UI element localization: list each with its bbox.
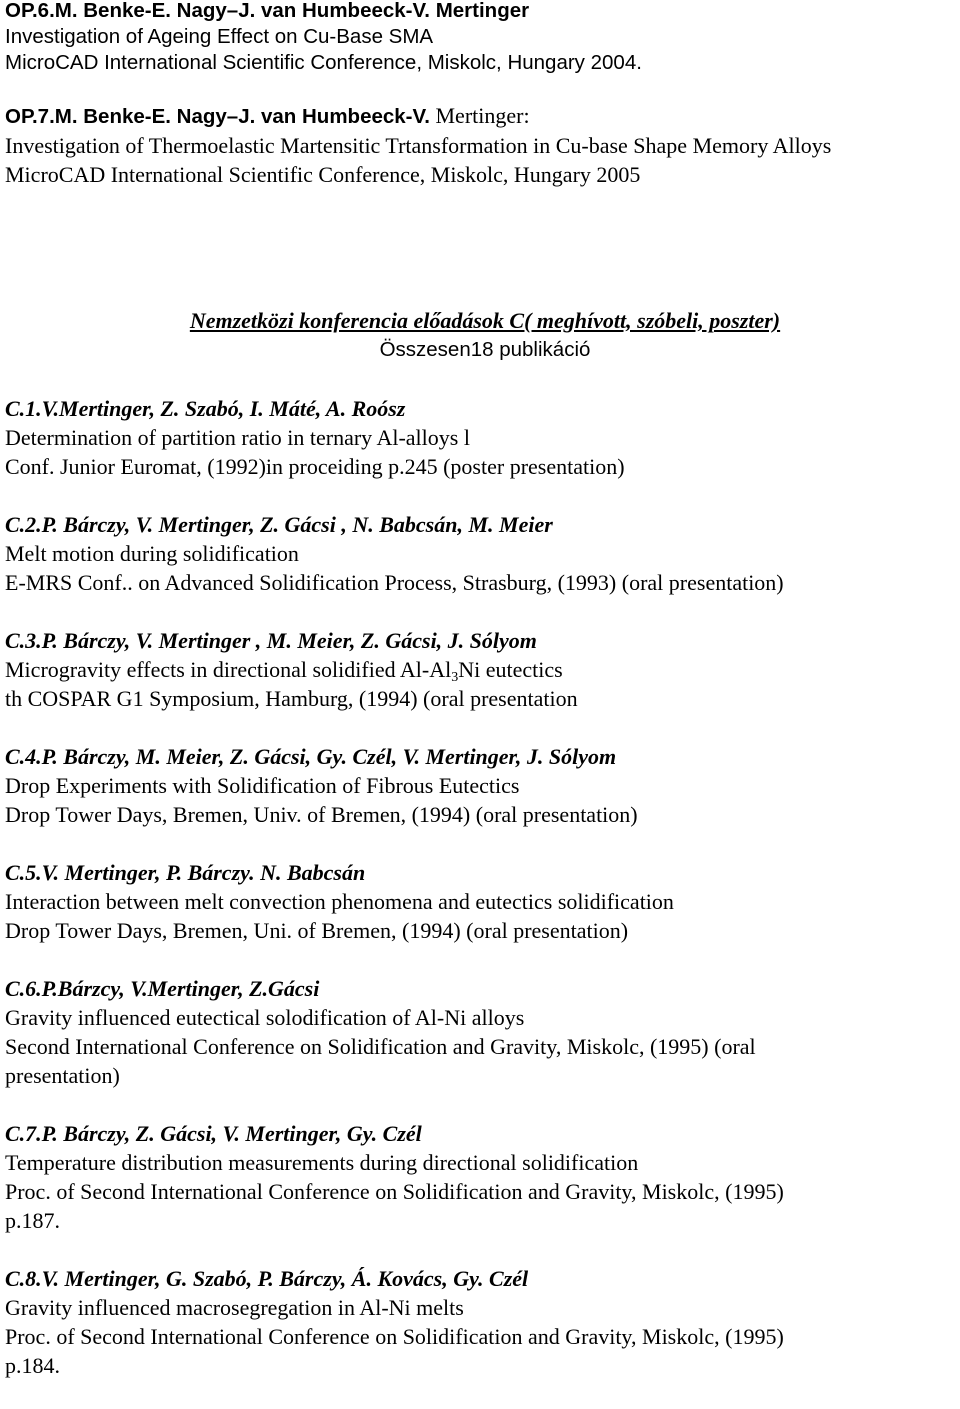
entry-authors: C.8.V. Mertinger, G. Szabó, P. Bárczy, Á. Kovács, Gy. Czél: [5, 1266, 529, 1291]
entry-authors: C.2.P. Bárczy, V. Mertinger, Z. Gácsi , N. Babcsán, M. Meier: [5, 512, 553, 537]
entry-line: Proc. of Second International Conference on Solidification and Gravity, Miskolc, (1995): [5, 1179, 784, 1204]
entry-line: Conf. Junior Euromat, (1992)in proceiding p.245 (poster presentation): [5, 454, 625, 479]
section-title: Nemzetközi konferencia előadások C( meghívott, szóbeli, poszter): [189, 308, 781, 333]
op-entry-authors: [5, 101, 831, 131]
entry-line: Drop Tower Days, Bremen, Univ. of Bremen, (1994) (oral presentation): [5, 802, 638, 827]
conference-entries: [5, 394, 784, 1409]
op-entry-7: [5, 101, 831, 189]
op-entry-venue: MicroCAD International Scientific Conference, Miskolc, Hungary 2005: [5, 162, 641, 187]
entry-authors: C.3.P. Bárczy, V. Mertinger , M. Meier, Z. Gácsi, J. Sólyom: [5, 628, 537, 653]
entry-line: Melt motion during solidification: [5, 541, 299, 566]
entry-authors: C.6.P.Bárzcy, V.Mertinger, Z.Gácsi: [5, 976, 320, 1001]
entry-line: Gravity influenced macrosegregation in Al-Ni melts: [5, 1295, 464, 1320]
op-entry-6: [5, 0, 642, 76]
op-entry-venue: MicroCAD International Scientific Conference, Miskolc, Hungary 2004.: [5, 51, 642, 74]
op-entry-title: Investigation of Ageing Effect on Cu-Base SMA: [5, 25, 434, 48]
entry-authors: C.4.P. Bárczy, M. Meier, Z. Gácsi, Gy. Czél, V. Mertinger, J. Sólyom: [5, 744, 617, 769]
entry-line: Proc. of Second International Conference on Solidification and Gravity, Miskolc, (1995): [5, 1324, 784, 1349]
entry-line: th COSPAR G1 Symposium, Hamburg, (1994) (oral presentation: [5, 686, 578, 711]
entry-line: Drop Experiments with Solidification of Fibrous Eutectics: [5, 773, 520, 798]
entry-title: [5, 655, 784, 684]
conference-entry-c8: [5, 1264, 784, 1380]
entry-line: Gravity influenced eutectical solodification of Al-Ni alloys: [5, 1005, 525, 1030]
entry-authors: C.7.P. Bárczy, Z. Gácsi, V. Mertinger, Gy. Czél: [5, 1121, 422, 1146]
entry-line: Second International Conference on Solidification and Gravity, Miskolc, (1995) (oral: [5, 1034, 756, 1059]
conference-entry-c1: [5, 394, 784, 481]
entry-line: Temperature distribution measurements during directional solidification: [5, 1150, 639, 1175]
entry-line: Interaction between melt convection phenomena and eutectics solidification: [5, 889, 674, 914]
conference-entry-c5: [5, 858, 784, 945]
conference-entry-c6: [5, 974, 784, 1090]
entry-title-subscript: 3: [451, 670, 459, 685]
op-entry-title: Investigation of Thermoelastic Martensitic Trtansformation in Cu-base Shape Memory Alloys: [5, 133, 832, 158]
entry-title-prefix: Microgravity effects in directional solidified Al-Al: [5, 657, 452, 682]
section-heading: [5, 306, 960, 364]
entry-authors: C.5.V. Mertinger, P. Bárczy. N. Babcsán: [5, 860, 366, 885]
op-entry-authors-prefix: OP.7.M. Benke-E. Nagy–J. van Humbeeck-V.: [5, 105, 430, 128]
entry-authors: C.1.V.Mertinger, Z. Szabó, I. Máté, A. Roósz: [5, 396, 406, 421]
conference-entry-c2: [5, 510, 784, 597]
section-subtitle: Összesen18 publikáció: [379, 338, 591, 361]
entry-line: p.187.: [5, 1208, 60, 1233]
op-entry-authors: OP.6.M. Benke-E. Nagy–J. van Humbeeck-V. Mertinger: [5, 0, 530, 22]
entry-line: Drop Tower Days, Bremen, Uni. of Bremen, (1994) (oral presentation): [5, 918, 629, 943]
entry-line: E-MRS Conf.. on Advanced Solidification Process, Strasburg, (1993) (oral presentation): [5, 570, 784, 595]
entry-line: presentation): [5, 1063, 120, 1088]
entry-title-suffix: Ni eutectics: [458, 657, 563, 682]
entry-line: p.184.: [5, 1353, 60, 1378]
conference-entry-c7: [5, 1119, 784, 1235]
entry-line: Determination of partition ratio in ternary Al-alloys l: [5, 425, 470, 450]
op-entry-authors-suffix: Mertinger:: [430, 103, 530, 128]
conference-entry-c3: [5, 626, 784, 713]
conference-entry-c4: [5, 742, 784, 829]
